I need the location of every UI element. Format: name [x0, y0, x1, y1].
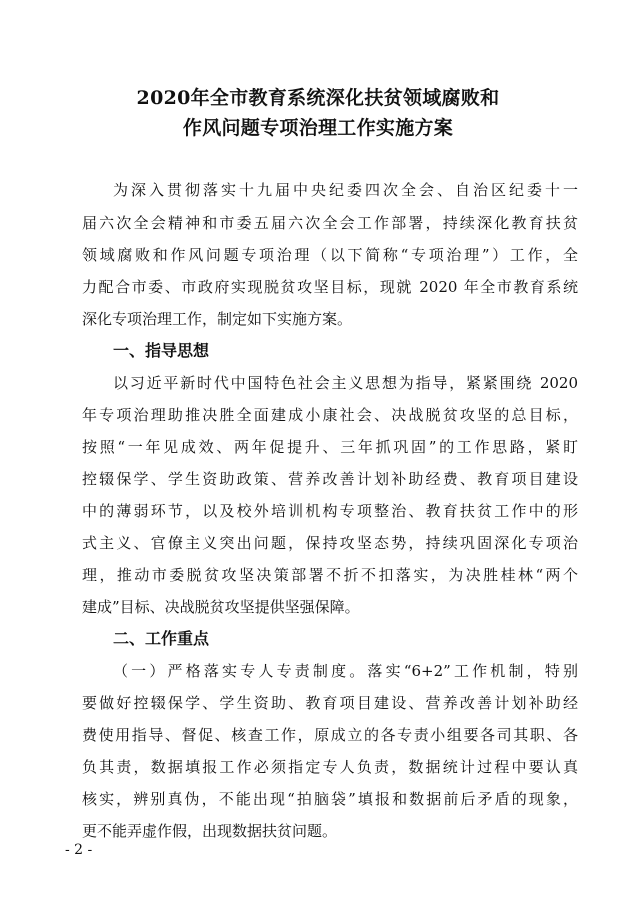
section-heading-guiding-ideology: 一、指导思想	[113, 341, 210, 360]
section1-line: 控辍保学、学生资助政策、营养改善计划补助经费、教育项目建设	[82, 470, 578, 488]
section2-line: 负其责，数据填报工作必须指定专人负责，数据统计过程中要认真	[82, 758, 578, 776]
section2-line: 核实，辨别真伪，不能出现“拍脑袋”填报和数据前后矛盾的现象，	[82, 790, 578, 808]
intro-line: 深化专项治理工作，制定如下实施方案。	[82, 310, 353, 328]
section2-line: 费使用指导、督促、核查工作，原成立的各专责小组要各司其职、各	[82, 726, 578, 744]
section2-line: 更不能弄虚作假，出现数据扶贫问题。	[82, 822, 338, 840]
section1-line: 式主义、官僚主义突出问题，保持攻坚态势，持续巩固深化专项治	[82, 534, 578, 552]
intro-line: 届六次全会精神和市委五届六次全会工作部署，持续深化教育扶贫	[82, 214, 578, 232]
section1-line: 中的薄弱环节，以及校外培训机构专项整治、教育扶贫工作中的形	[82, 502, 578, 520]
section1-line: 理，推动市委脱贫攻坚决策部署不折不扣落实，为决胜桂林“两个	[82, 566, 578, 584]
page-number: - 2 -	[65, 842, 93, 858]
intro-line: 力配合市委、市政府实现脱贫攻坚目标，现就 2020 年全市教育系统	[82, 278, 578, 296]
section2-line: 要做好控辍保学、学生资助、教育项目建设、营养改善计划补助经	[82, 694, 578, 712]
document-title-line-2: 作风问题专项治理工作实施方案	[182, 117, 454, 139]
section-heading-work-focus: 二、工作重点	[113, 629, 210, 648]
section1-line: 以习近平新时代中国特色社会主义思想为指导，紧紧围绕 2020	[113, 374, 578, 392]
intro-line: 领域腐败和作风问题专项治理（以下简称“专项治理”）工作，全	[82, 246, 578, 264]
intro-line: 为深入贯彻落实十九届中央纪委四次全会、自治区纪委十一	[113, 181, 578, 199]
section1-line: 年专项治理助推决胜全面建成小康社会、决战脱贫攻坚的总目标，	[82, 406, 578, 424]
section1-line: 按照“一年见成效、两年促提升、三年抓巩固”的工作思路，紧盯	[82, 438, 578, 456]
section1-line: 建成”目标、决战脱贫攻坚提供坚强保障。	[82, 598, 360, 616]
section2-line: （一）严格落实专人专责制度。落实“6+2”工作机制，特别	[113, 662, 578, 680]
document-title-line-1: 2020年全市教育系统深化扶贫领域腐败和	[136, 87, 500, 109]
